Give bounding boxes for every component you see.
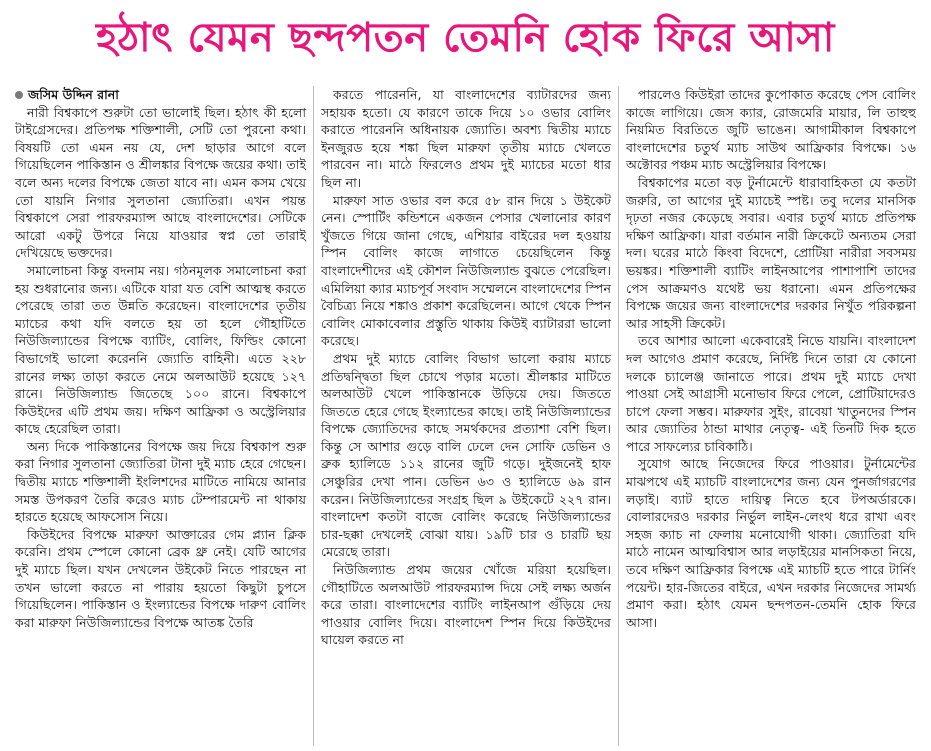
paragraph: করতে পারেননি, যা বাংলাদেশের ব্যাটারদের জন্য সহায়ক হতো। যে কারণে তাকে দিয়ে ১০ ওভার বোলিং করাতে পারেননি অধিনায়ক জ্যোতি। অবশ্য দ্বিতীয় ম্যাচে ইনজুরড হয়ে শঙ্কা ছিল মারুফা তৃতীয় ম্যাচে খেলতে পারবেন না। মাঠে ফিরলেও প্রথম দুই ম্যাচের মতো ধার ছিল না।	[321, 87, 611, 190]
headline: হঠাৎ যেমন ছন্দপতন তেমনি হোক ফিরে আসা	[96, 14, 835, 61]
paragraph: বিশ্বকাপের মতো বড় টুর্নামেন্টে ধারাবাহিকতা যে কতটা জরুরি, তা আগের দুই ম্যাচেই স্পষ্ট। তবু দলের মানসিক দৃঢ়তা নজর কেড়েছে সবার। এবার চতুর্থ ম্যাচে প্রতিপক্ষ দক্ষিণ আফ্রিকা। যারা বর্তমান নারী ক্রিকেটে অন্যতম সেরা দল। ঘরের মাঠে কিংবা বিদেশে, প্রোটিয়া নারীরা সবসময় ভয়ঙ্কর। শক্তিশালী ব্যাটিং লাইনআপের পাশাপাশি তাদের পেস আক্রমণও যথেষ্ট ভয় ধরানো। এমন প্রতিপক্ষের বিপক্ষে জয়ের জন্য বাংলাদেশের দরকার নিখুঁত পরিকল্পনা আর সাহসী ক্রিকেট।	[626, 174, 916, 331]
paragraph: তবে আশার আলো একেবারেই নিভে যায়নি। বাংলাদেশ দল আগেও প্রমাণ করেছে, নির্দিষ্ট দিনে তারা যে কোনো দলকে চ্যালেঞ্জ জানাতে পারে। প্রথম দুই ম্যাচে দেখা পাওয়া সেই আগ্রাসী মনোভাব ফিরে পেলে, প্রোটিয়াদেরও চাপে ফেলা সম্ভব। মারুফার সুইং, রাবেয়া খাতুনদের স্পিন আর জ্যোতির ঠান্ডা মাথার নেতৃত্ব- এই তিনটি দিক হতে পারে সাফল্যের চাবিকাঠি।	[626, 333, 916, 454]
paragraph: কিউইদের বিপক্ষে মারুফা আক্তারের গেম প্ল্যান ক্লিক করেনি। প্রথম স্পেলে কোনো ব্রেক থ্রু নেই। যেটি আগের দুই ম্যাচে ছিল। যখন দেখলেন উইকেট নিতে পারছেন না তখন ভালো করতে না পারায় হয়তো কিছুটা চুপসে গিয়েছিলেন। পাকিস্তান ও ইংল্যান্ডের বিপক্ষে দারুণ বোলিং করা মারুফা নিউজিল্যান্ডের বিপক্ষে আতঙ্ক তৈরি	[15, 526, 306, 630]
paragraph: নিউজিল্যান্ড প্রথম জয়ের খোঁজে মরিয়া হয়েছিল। গৌহাটিতে অলআউট পারফরম্যান্স দিয়ে সেই লক্ষ্য অর্জন করে তারা। বাংলাদেশের ব্যাটিং লাইনআপ গুঁড়িয়ে দেয় পাওয়ার বোলিং দিয়ে। বাংলাদেশ স্পিন দিয়ে কিউইদের ঘায়েল করতে না	[321, 562, 611, 648]
paragraph: মারুফা সাত ওভার বল করে ৫৮ রান দিয়ে ১ উইকেট নেন। স্পোর্টিং কন্ডিশনে একজন পেসার খেলানোর কারণ খুঁজতে গিয়ে জানা গেছে, এশিয়ার বাইরের দল হওয়ায় স্পিন বোলিং কাজে লাগাতে চেয়েছিলেন কিন্তু বাংলাদেশীদের এই কৌশল নিউজিল্যান্ড বুঝতে পেরেছিল। এমিলিয়া ক্যার ম্যাচপূর্ব সংবাদ সম্মেলনে বাংলাদেশের স্পিন বৈচিত্র্য নিয়ে শঙ্কাও প্রকাশ করেছিলেন। আগে থেকে স্পিন বোলিং মোকাবেলার প্রস্তুতি থাকায় কিউই ব্যাটাররা ভালো করেছে।	[321, 192, 611, 349]
author-name: জসিম উদ্দিন রানা	[28, 87, 119, 102]
column-2	[313, 86, 618, 746]
column-1	[8, 86, 313, 746]
article-body	[8, 86, 924, 746]
paragraph: অন্য দিকে পাকিস্তানের বিপক্ষে জয় দিয়ে বিশ্বকাপ শুরু করা নিগার সুলতানা জ্যোতিরা টানা দুই ম্যাচ হেরে গেছেন। দ্বিতীয় ম্যাচে শক্তিশালী ইংলিশদের মাটিতে নামিয়ে আনার সমস্ত উপকরণ তৈরি করেও ম্যাচ টেম্পারমেন্ট না থাকায় হারতে হয়েছে আফসোস নিয়ে।	[15, 438, 306, 525]
paragraph: সুযোগ আছে নিজেদের ফিরে পাওয়ার। টুর্নামেন্টের মাঝপথে এই ম্যাচটি বাংলাদেশের জন্য যেন পুনর্জাগরণের লড়াই। ব্যাট হাতে দায়িত্ব নিতে হবে টপঅর্ডারকে। বোলারদেরও দরকার নির্ভুল লাইন-লেংথ ধরে রাখা এবং সহজ ক্যাচ না ফেলায় মনোযোগী থাকা। জ্যোতিরা যদি মাঠে নামেন আত্মবিশ্বাস আর লড়াইয়ের মানসিকতা নিয়ে, তবে দক্ষিণ আফ্রিকার বিপক্ষে এই ম্যাচটি হতে পারে টার্নিং পয়েন্ট। হার-জিতের বাইরে, এখন দরকার নিজেদের সামর্থ্য প্রমাণ করা। হঠাৎ যেমন ছন্দপতন-তেমনি হোক ফিরে আসা।	[626, 456, 916, 630]
column-3	[618, 86, 923, 746]
paragraph: পারলেও কিউইরা তাদের কুপোকাত করেছে পেস বোলিং কাজে লাগিয়ে। জেস ক্যার, রোজমেরি মায়ার, লি তাহুহু নিয়মিত বিরতিতে জুটি ভাঙেন। আগামীকাল বিশ্বকাপে বাংলাদেশের চতুর্থ ম্যাচ সাউথ আফ্রিকার বিপক্ষে। ১৬ অক্টোবর পঞ্চম ম্যাচ অস্ট্রেলিয়ার বিপক্ষে।	[626, 87, 916, 173]
paragraph: সমালোচনা কিন্তু বদনাম নয়। গঠনমূলক সমালোচনা করা হয় শুধরানোর জন্য। এটিকে যারা যত বেশি আত্মস্থ করতে পেরেছে তারা তত উন্নতি করেছেন। বাংলাদেশের তৃতীয় ম্যাচের কথা যদি বলতে হয় তা হলে গৌহাটিতে নিউজিল্যান্ডের বিপক্ষে ব্যাটিং, বোলিং, ফিল্ডিং কোনো বিভাগেই ভালো করেননি জ্যোতি বাহিনী। এতে ২২৮ রানের লক্ষ্য তাড়া করতে নেমে অলআউট হয়েছে ১২৭ রানে। নিউজিল্যান্ড জিতেছে ১০০ রানে। বিশ্বকাপে কিউইদের এটি প্রথম জয়। দক্ষিণ আফ্রিকা ও অস্ট্রেলিয়ার কাছে হেরেছিল তারা।	[15, 262, 306, 437]
paragraph: নারী বিশ্বকাপে শুরুটা তো ভালোই ছিল। হঠাৎ কী হলো টাইগ্রেসদের। প্রতিপক্ষ শক্তিশালী, সেটি তো পুরনো কথা। বিষয়টি তো এমন নয় যে, দেশ ছাড়ার আগে বলে গিয়েছিলেন পাকিস্তান ও শ্রীলঙ্কার বিপক্ষে জয়ের কথা। তাই বলে অন্য দলের বিপক্ষে জেতা যাবে না। এমন কসম খেয়ে তো যায়নি নিগার সুলতানা জ্যোতিরা। এখন পয়ন্ত বিশ্বকাপে সেরা পারফরম্যান্স আছে বাংলাদেশের। সেটিকে আরো একটু উপরে নিয়ে যাওয়ার স্বপ্ন তো তারাই দেখিয়েছে ভক্তদের।	[15, 104, 306, 261]
byline	[15, 86, 306, 104]
bullet-icon	[15, 91, 23, 99]
paragraph: প্রথম দুই ম্যাচে বোলিং বিভাগ ভালো করায় ম্যাচে প্রতিদ্বন্দ্বিতা ছিল চোখে পড়ার মতো। শ্রীলঙ্কার মাটিতে অলআউট খেলে পাকিস্তানকে উড়িয়ে দেয়। জিততে জিততে হেরে গেছে ইংল্যান্ডের কাছে। তাই নিউজিল্যান্ডের বিপক্ষে জ্যোতিদের কাছে সমর্থকদের প্রত্যাশা বেশি ছিল। কিন্তু সে আশার গুড়ে বালি ঢেলে দেন সোফি ডেভিন ও ব্রুক হ্যালিডে ১১২ রানের জুটি গড়ে। দুইজনেই হাফ সেঞ্চুরির দেখা পান। ডেভিন ৬৩ ও হ্যালিডে ৬৯ রান করেন। নিউজিল্যান্ডের সংগ্রহ ছিল ৯ উইকেটে ২২৭ রান। বাংলাদেশ কতটা বাজে বোলিং করেছে নিউজিল্যান্ডের চার-ছক্কা দেখলেই বোঝা যায়। ১৯টি চার ও চারটি ছয় মেরেছে তারা।	[321, 350, 611, 560]
